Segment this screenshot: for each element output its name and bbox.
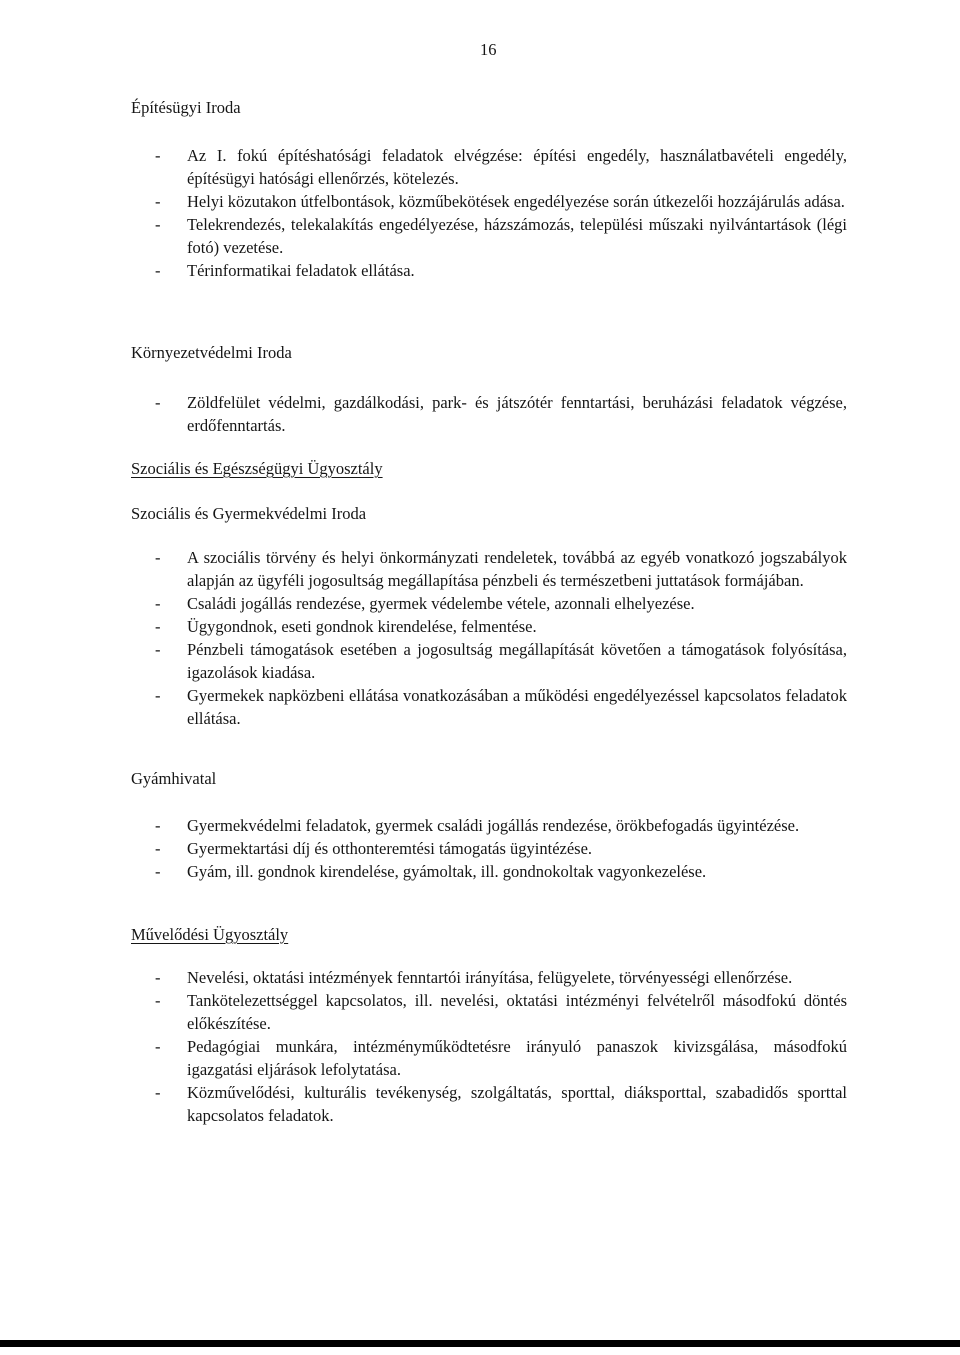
- list-item-text: Közművelődési, kulturális tevékenység, szolgáltatás, sporttal, diáksporttal, szabadidős sporttal kapcsolatos feladatok.: [187, 1083, 847, 1125]
- list-item-text: Gyermekek napközbeni ellátása vonatkozásában a működési engedélyezéssel kapcsolatos feladatok ellátása.: [187, 686, 847, 728]
- list-item-text: Zöldfelület védelmi, gazdálkodási, park- és játszótér fenntartási, beruházási feladatok végzése, erdőfenntartás.: [187, 393, 847, 435]
- page-number: 16: [480, 40, 497, 59]
- bullet-dash: -: [155, 839, 161, 858]
- bullet-dash: -: [155, 816, 161, 835]
- list-item: [131, 546, 847, 592]
- bullet-dash: -: [155, 1083, 161, 1102]
- section-heading-kornyezetvedelmi-iroda: Környezetvédelmi Iroda: [131, 343, 292, 362]
- list-item: [131, 592, 847, 615]
- list-item-text: Telekrendezés, telekalakítás engedélyezése, házszámozás, települési műszaki nyilvántartások (légi fotó) vezetése.: [187, 215, 847, 257]
- list-item: [131, 144, 847, 190]
- bullet-dash: -: [155, 146, 161, 165]
- list-item: [131, 190, 847, 213]
- section-heading-szocialis-gyermekvedelmi-iroda: Szociális és Gyermekvédelmi Iroda: [131, 504, 367, 523]
- bullet-dash: -: [155, 1037, 161, 1056]
- bullet-dash: -: [155, 617, 161, 636]
- list-item-text: Gyermekvédelmi feladatok, gyermek családi jogállás rendezése, örökbefogadás ügyintézése.: [187, 816, 800, 835]
- list-item-text: Pedagógiai munkára, intézményműködtetésre irányuló panaszok kivizsgálása, másodfokú igazgatási eljárások lefolytatása.: [187, 1037, 847, 1079]
- list-item: [131, 966, 847, 989]
- bullet-dash: -: [155, 686, 161, 705]
- list-item: [131, 814, 847, 837]
- bullet-dash: -: [155, 192, 161, 211]
- scan-edge-bar: [0, 1340, 960, 1347]
- bullet-dash: -: [155, 393, 161, 412]
- list-item-text: Pénzbeli támogatások esetében a jogosultság megállapítását követően a támogatások folyósítása, igazolások kiadása.: [187, 640, 847, 682]
- list-szocialis-gyermekvedelmi-iroda: [131, 546, 847, 730]
- bullet-dash: -: [155, 261, 161, 280]
- department-heading-szocialis-egeszsegugyi: Szociális és Egészségügyi Ügyosztály: [131, 459, 383, 478]
- bullet-dash: -: [155, 594, 161, 613]
- list-item-text: Gyám, ill. gondnok kirendelése, gyámoltak, ill. gondnokoltak vagyonkezelése.: [187, 862, 707, 881]
- list-item-text: Tankötelezettséggel kapcsolatos, ill. nevelési, oktatási intézményi felvételről másodfokú döntés előkészítése.: [187, 991, 847, 1033]
- list-item: [131, 615, 847, 638]
- list-epitesugyi-iroda: [131, 144, 847, 282]
- list-item-text: Családi jogállás rendezése, gyermek védelembe vétele, azonnali elhelyezése.: [187, 594, 695, 613]
- list-item: [131, 684, 847, 730]
- bullet-dash: -: [155, 968, 161, 987]
- section-heading-gyamhivatal: Gyámhivatal: [131, 769, 217, 788]
- list-item: [131, 638, 847, 684]
- list-item-text: Térinformatikai feladatok ellátása.: [187, 261, 415, 280]
- section-heading-epitesugyi-iroda: Építésügyi Iroda: [131, 98, 241, 117]
- list-item: [131, 391, 847, 437]
- list-item: [131, 989, 847, 1035]
- list-item-text: Gyermektartási díj és otthonteremtési támogatás ügyintézése.: [187, 839, 593, 858]
- bullet-dash: -: [155, 862, 161, 881]
- list-gyamhivatal: [131, 814, 847, 883]
- bullet-dash: -: [155, 215, 161, 234]
- list-item-text: Az I. fokú építéshatósági feladatok elvégzése: építési engedély, használatbavételi engedély, építésügyi hatósági ellenőrzés, kötelezés.: [187, 146, 847, 188]
- bullet-dash: -: [155, 640, 161, 659]
- department-heading-muvelodesi: Művelődési Ügyosztály: [131, 925, 289, 944]
- list-item-text: A szociális törvény és helyi önkormányzati rendeletek, továbbá az egyéb vonatkozó jogszabályok alapján az ügyféli jogosultság megállapítása pénzbeli és természetbeni juttatások formájában.: [187, 548, 847, 590]
- list-item: [131, 1081, 847, 1127]
- list-kornyezetvedelmi-iroda: [131, 391, 847, 437]
- list-muvelodesi-ugyosztaly: [131, 966, 847, 1127]
- list-item: [131, 837, 847, 860]
- bullet-dash: -: [155, 991, 161, 1010]
- list-item-text: Helyi közutakon útfelbontások, közműbekötések engedélyezése során útkezelői hozzájárulás adása.: [187, 192, 845, 211]
- list-item-text: Ügygondnok, eseti gondnok kirendelése, felmentése.: [187, 617, 537, 636]
- list-item: [131, 259, 847, 282]
- list-item: [131, 213, 847, 259]
- bullet-dash: -: [155, 548, 161, 567]
- list-item-text: Nevelési, oktatási intézmények fenntartói irányítása, felügyelete, törvényességi ellenőrzése.: [187, 968, 793, 987]
- list-item: [131, 860, 847, 883]
- list-item: [131, 1035, 847, 1081]
